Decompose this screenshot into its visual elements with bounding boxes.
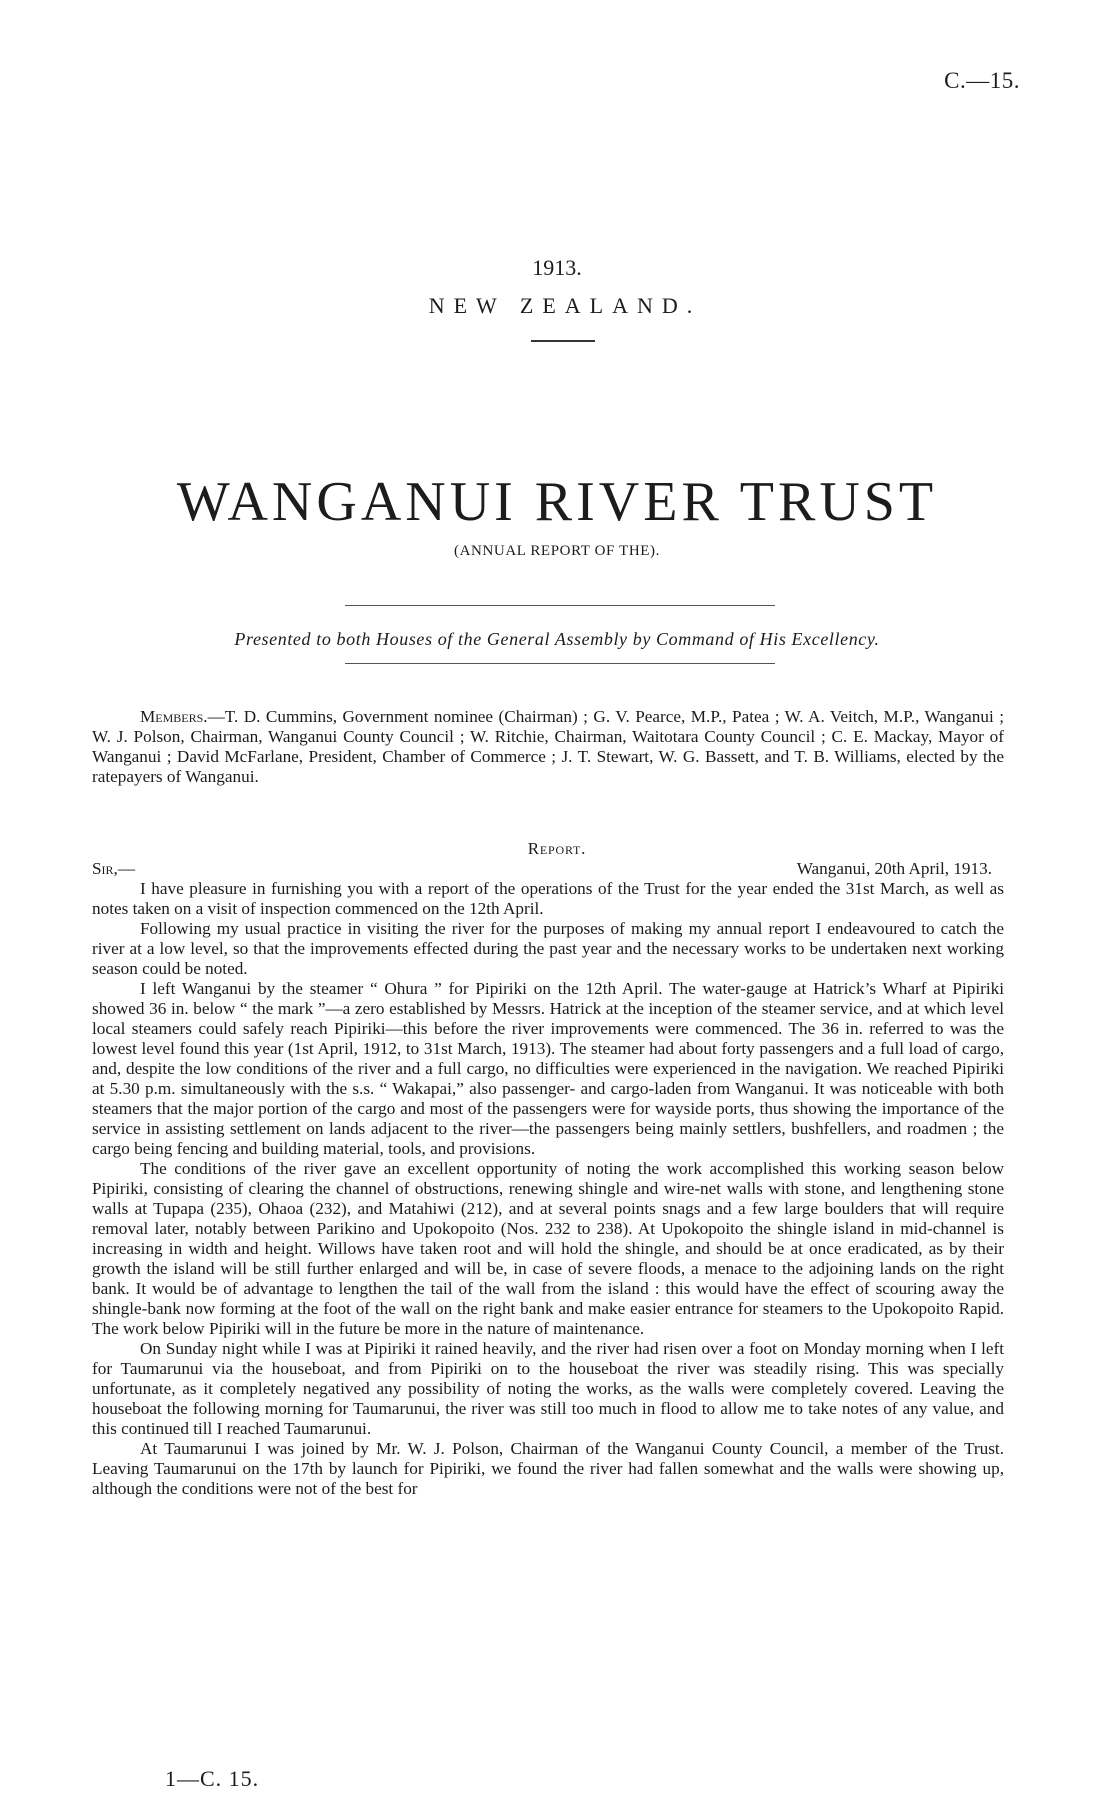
place-date: Wanganui, 20th April, 1913. [796, 859, 992, 878]
members-label: Members. [140, 707, 208, 726]
document-title: WANGANUI RIVER TRUST [176, 471, 938, 533]
report-body [92, 879, 1004, 1499]
paragraph: I have pleasure in furnishing you with a report of the operations of the Trust for the year ended the 31st March, as well as notes taken on a visit of inspection commenced on the 12th April. [92, 879, 1004, 918]
paragraph: The conditions of the river gave an excellent opportunity of noting the work accomplished this working season below Pipiriki, consisting of clearing the channel of obstructions, renewing shingle and wire-net walls with stone, and lengthening stone walls at Tupapa (235), Ohaoa (232), and Matahiwi (212), and at several points snags and a few large boulders that will require removal later, notably between Parikino and Upokopoito (Nos. 232 to 238). At Upokopoito the shingle island in mid-channel is increasing in width and height. Willows have taken root and will hold the shingle, and should be at once eradicated, as by their growth the island will be still further enlarged and will be, in case of severe floods, a menace to the adjoining lands on the right bank. It would be of advantage to lengthen the tail of the wall from the island : this would have the effect of scouring away the shingle-bank now forming at the foot of the wall on the right bank and make easier entrance for steamers to the Upokopoito Rapid. The work below Pipiriki will in the future be more in the nature of maintenance. [92, 1159, 1004, 1338]
document-subtitle: (ANNUAL REPORT OF THE). [454, 543, 660, 559]
paragraph: At Taumarunui I was joined by Mr. W. J. Polson, Chairman of the Wanganui County Council, a member of the Trust. Leaving Taumarunui on the 17th by launch for Pipiriki, we found the river had fallen somewhat and the walls were showing up, although the conditions were not of the best for [92, 1439, 1004, 1498]
short-rule [531, 340, 595, 342]
country: NEW ZEALAND. [428, 293, 702, 318]
year: 1913. [532, 255, 582, 280]
presented-line: Presented to both Houses of the General Assembly by Command of His Excellency. [234, 629, 880, 649]
rule-below-presented [345, 663, 775, 664]
paragraph: On Sunday night while I was at Pipiriki it rained heavily, and the river had risen over a foot on Monday morning when I left for Taumarunui via the houseboat, and from Pipiriki on to the houseboat the river was steadily rising. This was specially unfortunate, as it completely negatived any possibility of noting the works, as the walls were completely covered. Leaving the houseboat the following morning for Taumarunui, the river was still too much in flood to allow me to take notes of any value, and this continued till I reached Taumarunui. [92, 1339, 1004, 1438]
paragraph: I left Wanganui by the steamer “ Ohura ” for Pipiriki on the 12th April. The water-gauge at Hatrick’s Wharf at Pipiriki showed 36 in. below “ the mark ”—a zero established by Messrs. Hatrick at the inception of the steamer service, and at which level local steamers could safely reach Pipiriki—this before the river improvements were commenced. The 36 in. referred to was the lowest level found this year (1st April, 1912, to 31st March, 1913). The steamer had about forty passengers and a full load of cargo, and, despite the low conditions of the river and a full cargo, no difficulties were experienced in the navigation. We reached Pipiriki at 5.30 p.m. simultaneously with the s.s. “ Wakapai,” also passenger- and cargo-laden from Wanganui. It was noticeable with both steamers that the major portion of the cargo and most of the passengers were for wayside ports, thus showing the importance of the service in assisting settlement on lands adjacent to the river—the passengers being mainly settlers, bushfellers, and roadmen ; the cargo being fencing and building material, tools, and provisions. [92, 979, 1004, 1158]
report-heading: Report. [527, 839, 587, 858]
paper-code: C.—15. [944, 68, 1020, 93]
paragraph: Following my usual practice in visiting the river for the purposes of making my annual report I endeavoured to catch the river at a low level, so that the improvements effected during the past year and the necessary works to be undertaken next working season could be noted. [92, 919, 1004, 978]
members-text: —T. D. Cummins, Government nominee (Chairman) ; G. V. Pearce, M.P., Patea ; W. A. Veitch, M.P., Wanganui ; W. J. Polson, Chairman, Wanganui County Council ; W. Ritchie, Chairman, Waitotara County Council ; C. E. Mackay, Mayor of Wanganui ; David McFarlane, President, Chamber of Commerce ; J. T. Stewart, W. G. Bassett, and T. B. Williams, elected by the ratepayers of Wanganui. [92, 707, 1004, 786]
salutation: Sir,— [92, 859, 136, 878]
rule-above-presented [345, 605, 775, 606]
members-paragraph [92, 707, 1004, 787]
page-signature: 1—C. 15. [165, 1766, 260, 1791]
